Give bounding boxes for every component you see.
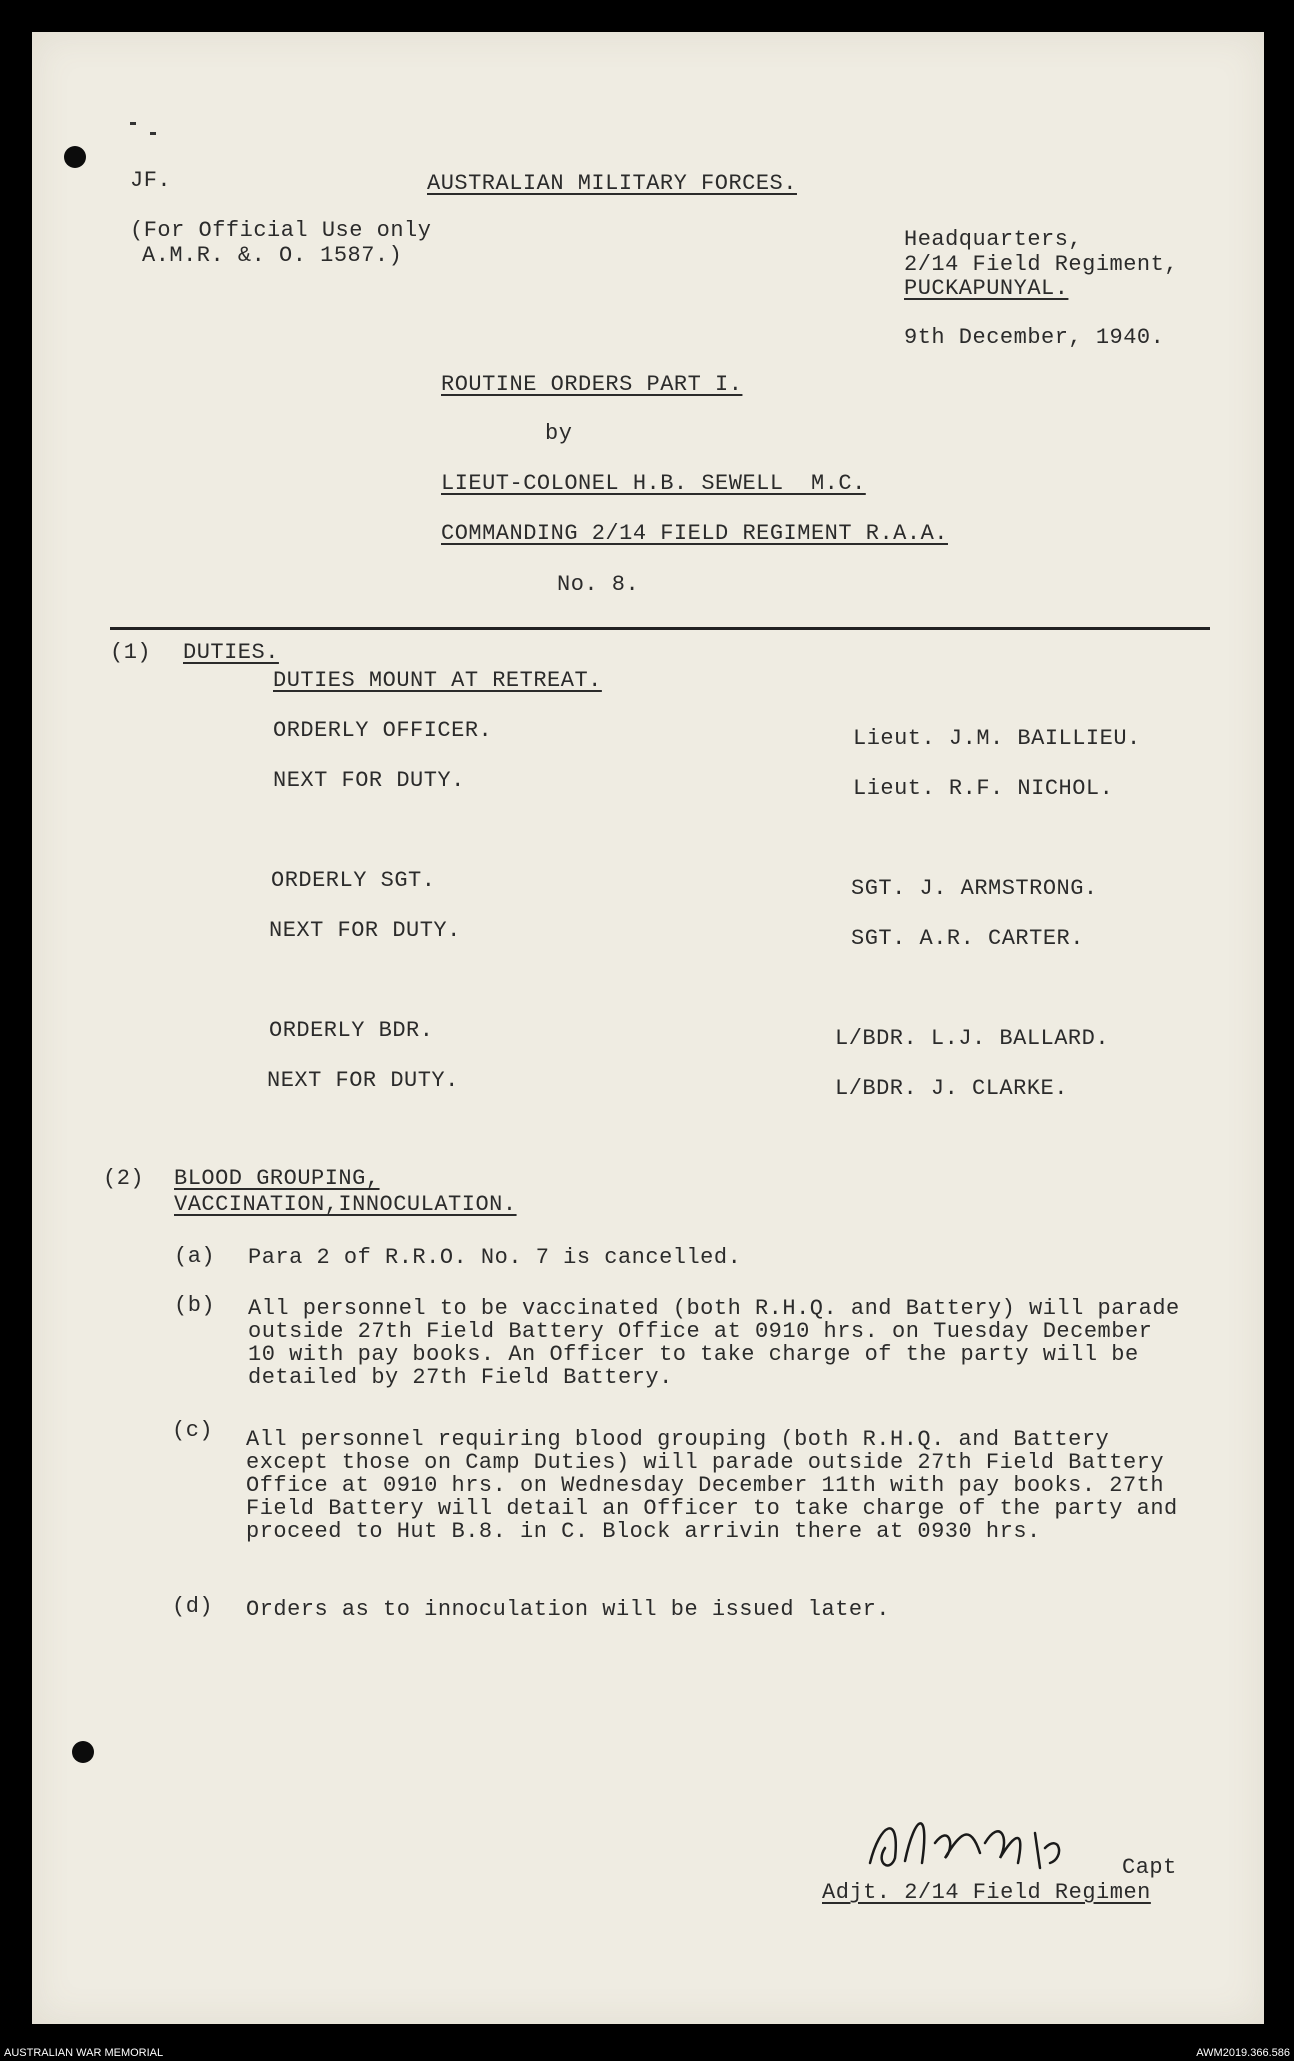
jf-mark: JF.: [130, 168, 172, 193]
section1-heading: DUTIES.: [183, 640, 279, 665]
section1-subheading: DUTIES MOUNT AT RETREAT.: [273, 668, 602, 693]
section2-heading-line1: BLOOD GROUPING,: [174, 1166, 380, 1191]
official-use-line1: (For Official Use only: [130, 218, 432, 243]
duty-name: L/BDR. J. CLARKE.: [835, 1076, 1068, 1101]
commander-name: LIEUT-COLONEL H.B. SEWELL M.C.: [441, 471, 866, 496]
item-label: (a): [174, 1244, 216, 1269]
punch-hole-top: [64, 146, 86, 168]
document-title: AUSTRALIAN MILITARY FORCES.: [427, 171, 797, 196]
duty-name: Lieut. J.M. BAILLIEU.: [853, 726, 1141, 751]
duty-name: L/BDR. L.J. BALLARD.: [835, 1026, 1110, 1051]
duty-role: ORDERLY BDR.: [269, 1018, 434, 1043]
duty-role: ORDERLY SGT.: [271, 868, 436, 893]
item-text: All personnel to be vaccinated (both R.H.Q. and Battery) will parade outside 27th Field Battery Office at 0910 hrs. on Tuesday December 10 with pay books. An Officer to take charge of the party will be detailed by 27th Field Battery.: [248, 1296, 1180, 1390]
routine-orders-title: ROUTINE ORDERS PART I.: [441, 372, 743, 397]
official-use-line2: A.M.R. &. O. 1587.): [142, 243, 403, 268]
duty-role: NEXT FOR DUTY.: [267, 1068, 459, 1093]
item-label: (c): [172, 1418, 214, 1443]
hq-line2: 2/14 Field Regiment,: [904, 252, 1179, 277]
section2-number: (2): [103, 1166, 145, 1191]
footer-source: AUSTRALIAN WAR MEMORIAL: [4, 2047, 164, 2059]
divider-rule: [110, 627, 1210, 630]
order-date: 9th December, 1940.: [904, 325, 1165, 350]
duty-role: ORDERLY OFFICER.: [273, 718, 493, 743]
ink-speck: [150, 132, 156, 135]
punch-hole-bottom: [72, 1741, 94, 1763]
item-text: Para 2 of R.R.O. No. 7 is cancelled.: [248, 1245, 742, 1270]
duty-name: Lieut. R.F. NICHOL.: [853, 776, 1114, 801]
item-text: Orders as to innoculation will be issued later.: [246, 1597, 891, 1622]
item-text: All personnel requiring blood grouping (both R.H.Q. and Battery except those on Camp Duties) will parade outside 27th Field Battery Office at 0910 hrs. on Wednesday December 11th with pay books. 27th Field Battery will detail an Officer to take charge of the party and proceed to Hut B.8. in C. Block arrivin there at 0930 hrs.: [246, 1427, 1178, 1544]
ink-speck: [130, 122, 136, 125]
section1-number: (1): [110, 640, 152, 665]
commander-unit: COMMANDING 2/14 FIELD REGIMENT R.A.A.: [441, 521, 948, 546]
handwritten-signature: [860, 1803, 1110, 1883]
item-label: (d): [172, 1594, 214, 1619]
footer-accession-number: AWM2019.366.586: [1196, 2047, 1290, 2059]
section2-heading-line2: VACCINATION,INNOCULATION.: [174, 1192, 517, 1217]
duty-role: NEXT FOR DUTY.: [273, 768, 465, 793]
duty-name: SGT. A.R. CARTER.: [851, 926, 1084, 951]
duty-name: SGT. J. ARMSTRONG.: [851, 876, 1098, 901]
by-line: by: [545, 421, 573, 446]
hq-line3: PUCKAPUNYAL.: [904, 276, 1069, 301]
order-number: No. 8.: [557, 572, 640, 597]
hq-line1: Headquarters,: [904, 227, 1083, 252]
signature-rank: Capt: [1122, 1855, 1177, 1880]
duty-role: NEXT FOR DUTY.: [269, 918, 461, 943]
item-label: (b): [174, 1293, 216, 1318]
signature-title: Adjt. 2/14 Field Regimen: [822, 1880, 1151, 1905]
